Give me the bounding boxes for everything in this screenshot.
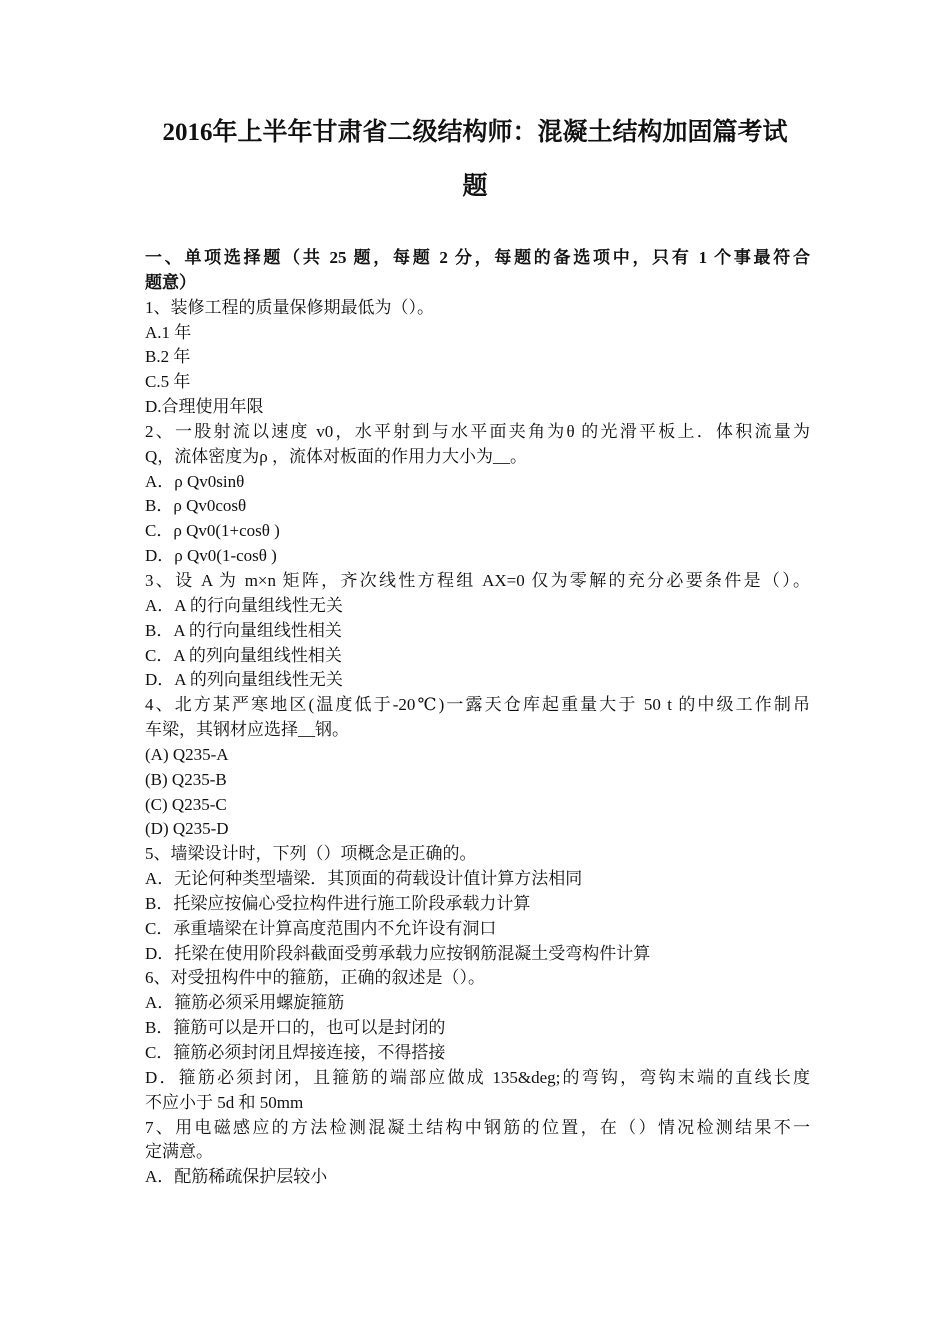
question-6-stem: 6、对受扭构件中的箍筋，正确的叙述是（）。 [145, 968, 485, 988]
question-1-option-a: A.1 年 [145, 322, 192, 342]
document-title-line-1: 2016年上半年甘肃省二级结构师：混凝土结构加固篇考试 [162, 119, 788, 146]
question-1-stem: 1、装修工程的质量保修期最低为（）。 [145, 297, 434, 317]
question-4-option-c: (C) Q235-C [145, 794, 227, 814]
question-3-option-c: C．A 的列向量组线性相关 [145, 645, 342, 665]
question-6-option-b: B．箍筋可以是开口的，也可以是封闭的 [145, 1018, 446, 1038]
question-3-stem: 3、设 A 为 m×n 矩阵，齐次线性方程组 AX=0 仅为零解的充分必要条件是（）。 [145, 570, 810, 590]
question-4-option-b: (B) Q235-B [145, 769, 227, 789]
question-5-stem: 5、墙梁设计时，下列（）项概念是正确的。 [145, 844, 477, 864]
question-2-stem-line-2: Q，流体密度为ρ ，流体对板面的作用力大小为__。 [145, 446, 528, 466]
question-7-option-a: A．配筋稀疏保护层较小 [145, 1167, 328, 1187]
document-body [145, 246, 810, 1190]
question-5-option-c: C．承重墙梁在计算高度范围内不允许设有洞口 [145, 918, 497, 938]
question-6-option-a: A．箍筋必须采用螺旋箍筋 [145, 993, 345, 1013]
question-5-option-a: A．无论何种类型墙梁．其顶面的荷载设计值计算方法相同 [145, 869, 583, 889]
question-2-stem-line-1: 2、一股射流以速度 v0，水平射到与水平面夹角为θ 的光滑平板上．体积流量为 [145, 421, 810, 441]
question-2-option-d: D．ρ Qv0(1-cosθ ) [145, 546, 277, 566]
question-6-option-d-line-2: 不应小于 5d 和 50mm [145, 1092, 304, 1112]
question-1-option-d: D.合理使用年限 [145, 397, 264, 417]
question-2-option-c: C．ρ Qv0(1+cosθ ) [145, 521, 280, 541]
question-6-option-d-line-1: D．箍筋必须封闭，且箍筋的端部应做成 135&deg;的弯钩，弯钩末端的直线长度 [145, 1067, 810, 1087]
question-4-option-d: (D) Q235-D [145, 819, 229, 839]
question-2-option-b: B．ρ Qv0cosθ [145, 496, 247, 516]
question-4-option-a: (A) Q235-A [145, 744, 229, 764]
document-title-line-2: 题 [462, 173, 488, 200]
question-1-option-b: B.2 年 [145, 347, 191, 367]
question-5-option-b: B．托梁应按偏心受拉构件进行施工阶段承载力计算 [145, 893, 531, 913]
question-3-option-b: B．A 的行向量组线性相关 [145, 620, 342, 640]
question-3-option-a: A．A 的行向量组线性无关 [145, 595, 343, 615]
question-6-option-c: C．箍筋必须封闭且焊接连接，不得搭接 [145, 1043, 446, 1062]
question-2-option-a: A．ρ Qv0sinθ [145, 471, 245, 491]
section-heading-line-1: 一、单项选择题（共 25 题，每题 2 分，每题的备选项中，只有 1 个事最符合 [145, 248, 810, 267]
question-4-stem-line-1: 4、北方某严寒地区(温度低于-20℃)一露天仓库起重量大于 50 t 的中级工作制吊 [145, 695, 810, 715]
section-heading-line-2: 题意） [145, 272, 196, 292]
question-1-option-c: C.5 年 [145, 372, 191, 392]
question-7-stem-line-1: 7、用电磁感应的方法检测混凝土结构中钢筋的位置，在（）情况检测结果不一 [145, 1117, 810, 1137]
question-7-stem-line-2: 定满意。 [145, 1142, 213, 1162]
question-3-option-d: D．A 的列向量组线性无关 [145, 670, 343, 690]
question-5-option-d: D．托梁在使用阶段斜截面受剪承载力应按钢筋混凝土受弯构件计算 [145, 943, 651, 963]
question-4-stem-line-2: 车梁，其钢材应选择__钢。 [145, 720, 349, 740]
